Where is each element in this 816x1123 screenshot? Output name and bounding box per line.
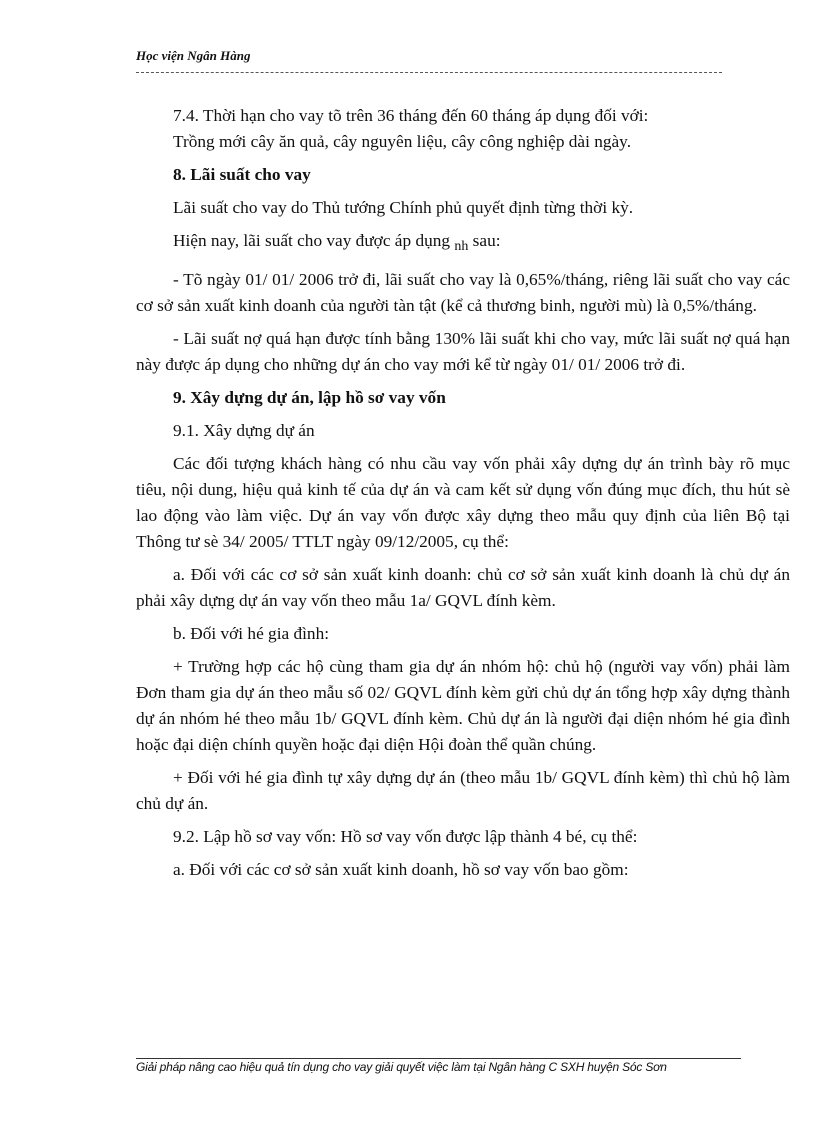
- paragraph-7-4: 7.4. Thời hạn cho vay tõ trên 36 tháng đến 60 tháng áp dụng đối với:: [173, 106, 649, 125]
- document-body: [136, 103, 790, 890]
- subscript-fragment: nh: [454, 239, 469, 254]
- header-divider: [136, 72, 722, 73]
- paragraph-9-2: 9.2. Lập hồ sơ vay vốn: Hồ sơ vay vốn được lập thành 4 bé, cụ thể:: [173, 827, 638, 846]
- paragraph-overdue-rate: - Lãi suất nợ quá hạn được tính bằng 130% lãi suất khi cho vay, mức lãi suất nợ quá hạn này được áp dụng cho những dự án cho vay mới kể từ ngày 01/ 01/ 2006 trở đi.: [136, 329, 790, 374]
- paragraph-rate-from-2006: - Tõ ngày 01/ 01/ 2006 trở đi, lãi suất cho vay là 0,65%/tháng, riêng lãi suất cho vay các cơ sở sản xuất kinh doanh của người tàn tật (kể cả thương binh, người mù) là 0,5%/tháng.: [136, 270, 790, 315]
- paragraph-project-requirements: Các đối tượng khách hàng có nhu cầu vay vốn phải xây dựng dự án trình bày rõ mục tiêu, nội dung, hiệu quả kinh tế của dự án và cam kết sử dụng vốn đúng mục đích, thu hút sè lao động vào làm việc. Dự án vay vốn được xây dựng theo mẫu quy định của liên Bộ tại Thông tư sè 34/ 2005/ TTLT ngày 09/12/2005, cụ thể:: [136, 454, 790, 551]
- paragraph-9-2-item-a: a. Đối với các cơ sở sản xuất kinh doanh, hồ sơ vay vốn bao gồm:: [173, 860, 629, 879]
- section-heading-9: 9. Xây dựng dự án, lập hồ sơ vay vốn: [173, 388, 446, 407]
- page-footer-text: Giải pháp nâng cao hiệu quả tín dụng cho vay giải quyết việc làm tại Ngân hàng C SXH huyện Sóc Sơn: [136, 1060, 667, 1074]
- current-rate-text: Hiện nay, lãi suất cho vay được áp dụng: [173, 231, 451, 250]
- paragraph-current-rate: [136, 228, 790, 260]
- footer-divider: [136, 1058, 741, 1059]
- current-rate-text-end: sau:: [472, 231, 501, 250]
- paragraph-item-a-businesses: a. Đối với các cơ sở sản xuất kinh doanh: chủ cơ sở sản xuất kinh doanh là chủ dự án phải xây dựng dự án vay vốn theo mẫu 1a/ GQVL đính kèm.: [136, 565, 790, 610]
- page-header-title: Học viện Ngân Hàng: [136, 48, 251, 63]
- paragraph-household-self: + Đối với hé gia đình tự xây dựng dự án (theo mẫu 1b/ GQVL đính kèm) thì chủ hộ làm chủ dự án.: [136, 768, 790, 813]
- paragraph-interest-rate-decision: Lãi suất cho vay do Thủ tướng Chính phủ quyết định từng thời kỳ.: [173, 198, 634, 217]
- paragraph-item-b-households: b. Đối với hé gia đình:: [173, 624, 330, 643]
- paragraph-household-group: + Trường hợp các hộ cùng tham gia dự án nhóm hộ: chủ hộ (người vay vốn) phải làm Đơn tham gia dự án theo mẫu số 02/ GQVL đính kèm gửi chủ dự án tổng hợp xây dựng thành dự án nhóm hé theo mẫu 1b/ GQVL đính kèm. Chủ dự án là người đại diện nhóm hé gia đình hoặc đại diện chính quyền hoặc đại diện Hội đoàn thể quần chúng.: [136, 657, 790, 754]
- paragraph-7-4-continued: Trồng mới cây ăn quả, cây nguyên liệu, cây công nghiệp dài ngày.: [173, 132, 632, 151]
- paragraph-9-1: 9.1. Xây dựng dự án: [173, 421, 315, 440]
- section-heading-8: 8. Lãi suất cho vay: [173, 165, 311, 184]
